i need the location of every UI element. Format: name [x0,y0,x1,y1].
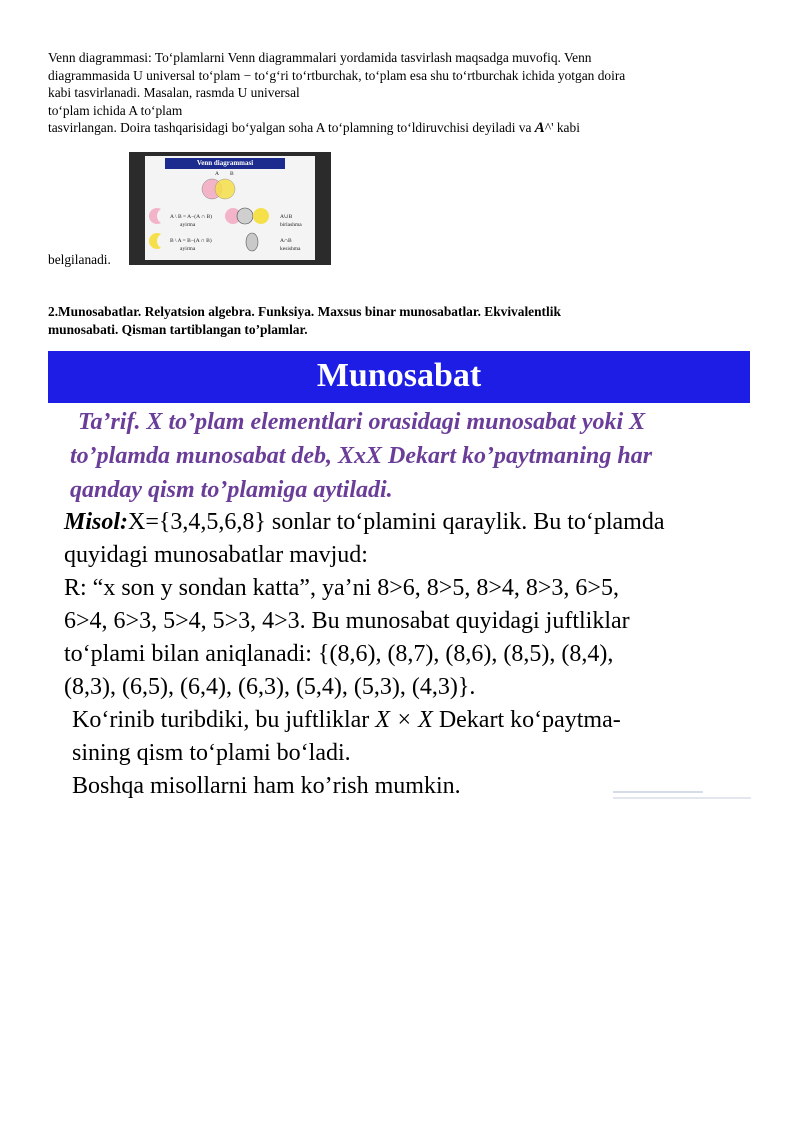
intro-line: belgilanadi. [48,252,111,267]
example-line: Boshqa misollarni ham ko’rish mumkin. [72,773,461,799]
heading-line: 2.Munosabatlar. Relyatsion algebra. Funksiya. Maxsus binar munosabatlar. Ekvivalentlik [48,304,561,319]
venn-caption: ayirma [180,246,196,252]
heading-line: munosabati. Qisman tartiblangan to’plamlar. [48,322,308,337]
munosabat-slide [48,351,751,811]
example-text: Dekart ko‘paytma- [432,707,621,733]
slide-title: Munosabat [48,351,750,403]
product-symbol: X × X [375,707,433,733]
example-line: 6>4, 6>3, 5>4, 5>3, 4>3. Bu munosabat quyidagi juftliklar [64,608,630,634]
intro-line: kabi tasvirlanadi. Masalan, rasmda U universal [48,85,300,100]
intro-text: tasvirlangan. Doira tashqarisidagi bo‘yalgan soha A to‘plamning to‘ldiruvchisi deyiladi va [48,120,535,135]
example-line: quyidagi munosabatlar mavjud: [64,542,368,568]
venn-slide [145,156,315,260]
venn-label-a: A [215,171,219,177]
example-line: (8,3), (6,5), (6,4), (6,3), (5,4), (5,3), (4,3)}. [64,674,476,700]
intro-text: ^' kabi [544,120,580,135]
intro-line [48,119,748,138]
venn-formula: A \ B = A−(A ∩ B) [170,214,212,220]
definition-line: Ta’rif. X to’plam elementlari orasidagi munosabat yoki X [78,409,646,435]
example-label: Misol: [64,509,129,535]
venn-caption: ayirma [180,222,196,228]
venn-caption: A∪B [280,214,293,220]
definition-line: to’plamda munosabat deb, XxX Dekart ko’paytmaning har [70,443,653,469]
intro-line: Venn diagrammasi: To‘plamlarni Venn diagrammalari yordamida tasvirlash maqsadga muvofiq. Venn [48,50,592,65]
watermark-decoration [613,786,753,806]
complement-symbol: A [534,120,545,136]
example-line: sining qism to‘plami bo‘ladi. [72,740,351,766]
intersection-shape [246,233,258,251]
venn-diagram-image [129,152,331,265]
example-line [72,707,621,734]
example-line [64,509,665,536]
intro-line: to‘plam ichida A to‘plam [48,102,183,118]
venn-caption: birlashma [280,222,302,228]
venn-formula: B \ A = B−(A ∩ B) [170,238,212,244]
set-b-circle [215,179,235,199]
intro-line: diagrammasida U universal to‘plam − to‘g‘ri to‘rtburchak, to‘plam esa shu to‘rtburchak ichida yotgan doira [48,67,626,83]
venn-caption: kesishma [280,246,301,252]
example-text: Ko‘rinib turibdiki, bu juftliklar [72,707,376,733]
example-text: X={3,4,5,6,8} sonlar to‘plamini qaraylik. Bu to‘plamda [128,509,665,535]
section-heading [48,303,748,339]
venn-label-b: B [230,171,234,177]
example-line: R: “x son y sondan katta”, ya’ni 8>6, 8>5, 8>4, 8>3, 6>5, [64,575,619,601]
example-line: to‘plami bilan aniqlanadi: {(8,6), (8,7), (8,6), (8,5), (8,4), [64,641,614,667]
union-shape [253,208,269,224]
venn-title: Venn diagrammasi [165,158,285,169]
venn-caption: A∩B [280,238,292,244]
intro-paragraph [48,49,748,138]
definition-line: qanday qism to’plamiga aytiladi. [70,477,393,503]
union-shape [237,208,253,224]
